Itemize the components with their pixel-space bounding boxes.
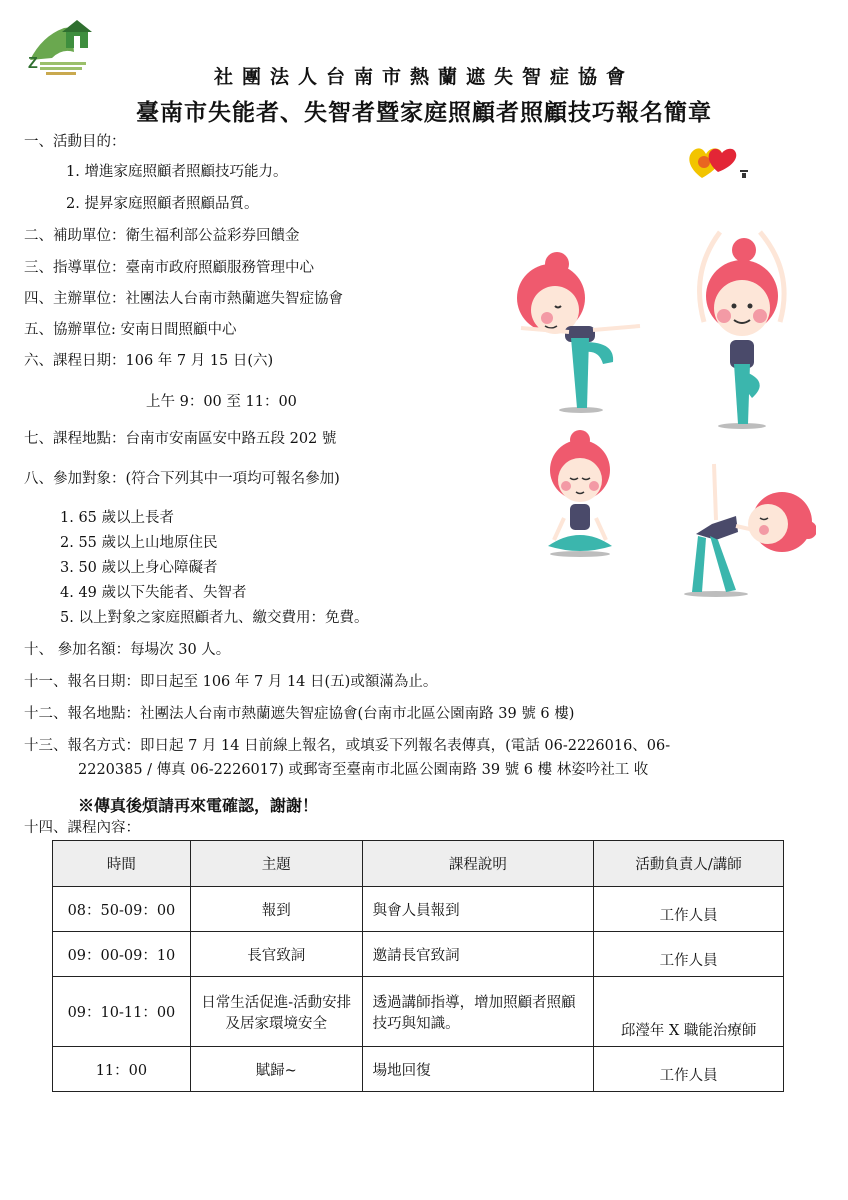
row-description: 場地回復	[362, 1047, 594, 1092]
section-sponsor: 二、補助單位：衛生福利部公益彩券回饋金	[24, 228, 300, 244]
participant-item-1: 1. 65 歲以上長者	[60, 510, 175, 526]
section-co-organizer: 五、協辦單位: 安南日間照顧中心	[24, 322, 237, 338]
row-topic: 日常生活促進-活動安排及居家環境安全	[190, 977, 362, 1047]
row-topic: 報到	[190, 887, 362, 932]
section-course-date: 六、課程日期：106 年 7 月 15 日(六)	[24, 353, 274, 369]
section-purpose: 一、活動目的：	[24, 134, 126, 150]
row-owner: 工作人員	[594, 887, 784, 932]
row-topic: 賦歸~	[190, 1047, 362, 1092]
row-time: 09：10-11：00	[53, 977, 191, 1047]
row-owner: 工作人員	[594, 932, 784, 977]
row-description: 邀請長官致詞	[362, 932, 594, 977]
row-time: 09：00-09：10	[53, 932, 191, 977]
section-participants: 八、參加對象：(符合下列其中一項均可報名參加)	[24, 471, 340, 487]
header-owner: 活動負責人/講師	[594, 841, 784, 887]
participant-item-2: 2. 55 歲以上山地原住民	[60, 535, 218, 551]
section-guidance: 三、指導單位：臺南市政府照顧服務管理中心	[24, 260, 314, 276]
header-topic: 主題	[190, 841, 362, 887]
section-registration-method: 十三、報名方式：即日起 7 月 14 日前線上報名，或填妥下列報名表傳真，(電話 06-2226016、06-	[24, 738, 671, 754]
section-quota: 十、 參加名額：每場次 30 人。	[24, 642, 231, 658]
participant-item-3: 3. 50 歲以上身心障礙者	[60, 560, 218, 576]
yoga-meditation-icon	[540, 428, 620, 558]
row-description: 與會人員報到	[362, 887, 594, 932]
org-title: 社團法人台南市熱蘭遮失智症協會	[213, 66, 634, 88]
table-row	[53, 887, 784, 932]
course-table	[52, 840, 784, 1092]
row-time: 11：00	[53, 1047, 191, 1092]
table-header-row	[53, 841, 784, 887]
table-row	[53, 1047, 784, 1092]
purpose-item-2: 2. 提昇家庭照顧者照顧品質。	[66, 196, 259, 212]
svg-text:Z: Z	[28, 55, 38, 72]
page-title: 臺南市失能者、失智者暨家庭照顧者照顧技巧報名簡章	[136, 99, 712, 126]
row-owner: 邱瀅年 X 職能治療師	[594, 977, 784, 1047]
header-time: 時間	[53, 841, 191, 887]
yoga-tree-pose-icon	[515, 238, 645, 416]
participant-item-4: 4. 49 歲以下失能者、失智者	[60, 585, 247, 601]
header-description: 課程說明	[362, 841, 594, 887]
yoga-arms-up-icon	[690, 212, 802, 434]
yoga-bend-icon	[676, 460, 816, 600]
participant-item-5: 5. 以上對象之家庭照顧者九、繳交費用：免費。	[60, 610, 369, 626]
row-description: 透過講師指導，增加照顧者照顧技巧與知識。	[362, 977, 594, 1047]
course-time: 上午 9：00 至 11：00	[146, 394, 297, 410]
table-row	[53, 977, 784, 1047]
section-registration-date: 十一、報名日期：即日起至 106 年 7 月 14 日(五)或額滿為止。	[24, 674, 438, 690]
registration-method-contact: 2220385 / 傳真 06-2226017) 或郵寄至臺南市北區公園南路 39 號 6 樓 林姿吟社工 收	[78, 762, 649, 778]
section-course-location: 七、課程地點：台南市安南區安中路五段 202 號	[24, 431, 337, 447]
section-registration-place: 十二、報名地點：社團法人台南市熱蘭遮失智症協會(台南市北區公園南路 39 號 6 樓)	[24, 706, 575, 722]
row-owner: 工作人員	[594, 1047, 784, 1092]
section-organizer: 四、主辦單位：社團法人台南市熱蘭遮失智症協會	[24, 291, 343, 307]
section-course-content: 十四、課程內容：	[24, 820, 140, 836]
table-row	[53, 932, 784, 977]
fax-confirm-note: ※傳真後煩請再來電確認，謝謝！	[78, 796, 319, 815]
row-topic: 長官致詞	[190, 932, 362, 977]
heart-lottery-badge-icon	[684, 142, 754, 182]
row-time: 08：50-09：00	[53, 887, 191, 932]
purpose-item-1: 1. 增進家庭照顧者照顧技巧能力。	[66, 164, 288, 180]
